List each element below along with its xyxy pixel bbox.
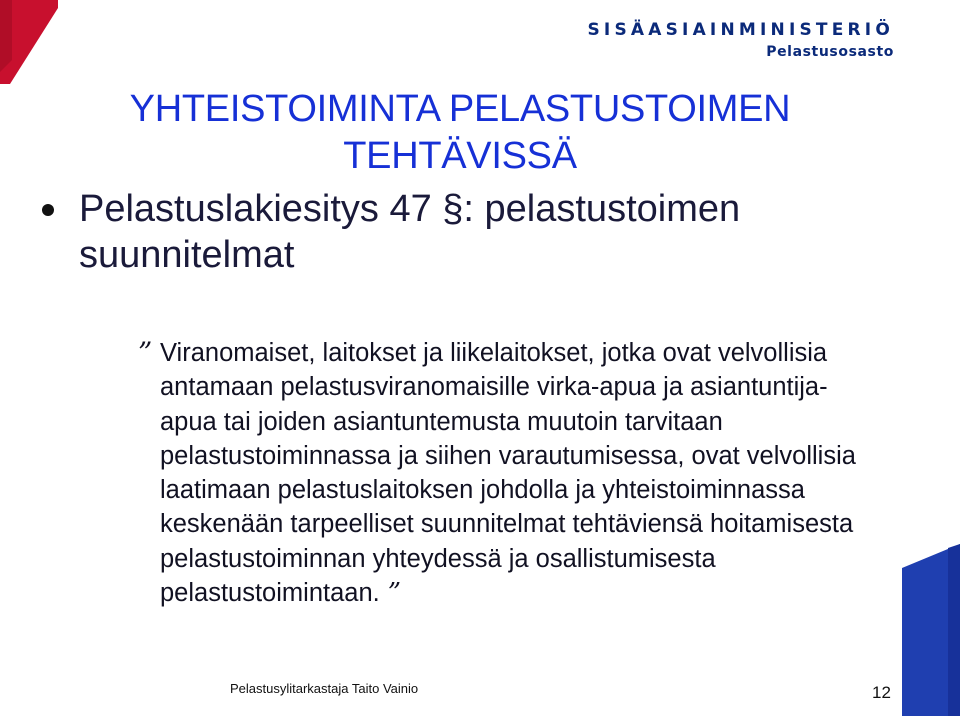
corner-blue-decoration — [902, 544, 960, 716]
department-name: Pelastusosasto — [766, 44, 894, 60]
title-line-2: TEHTÄVISSÄ — [343, 135, 577, 177]
bullet-dot-icon — [42, 204, 54, 216]
quote-open-icon: ” — [138, 336, 153, 369]
slide-title — [80, 86, 840, 180]
title-line-1: YHTEISTOIMINTA PELASTUSTOIMEN — [129, 88, 791, 130]
main-bullet-text: Pelastuslakiesitys 47 §: pelastustoimen suunnitelmat — [79, 188, 741, 276]
ministry-name: SISÄASIAINMINISTERIÖ — [587, 20, 894, 40]
sub-bullet — [138, 336, 878, 610]
sub-bullet-text: Viranomaiset, laitokset ja liikelaitokset, jotka ovat velvollisia antamaan pelastusviranomaisille virka-apua ja asiantuntija-apua tai joiden asiantuntemusta muutoin tarvitaan pelastustoiminnassa ja siihen varautumisessa, ovat velvollisia laatimaan pelastuslaitoksen johdolla ja yhteistoiminnassa keskenään tarpeelliset suunnitelmat tehtäviensä hoitamisesta pelastustoiminnan yhteydessä ja osallistumisesta pelastustoimintaan. — [160, 339, 856, 608]
ministry-logo — [587, 20, 894, 60]
page-number: 12 — [872, 683, 891, 702]
quote-close-icon: ” — [387, 578, 402, 609]
corner-red-decoration — [0, 0, 58, 84]
footer-author: Pelastusylitarkastaja Taito Vainio — [230, 681, 419, 696]
